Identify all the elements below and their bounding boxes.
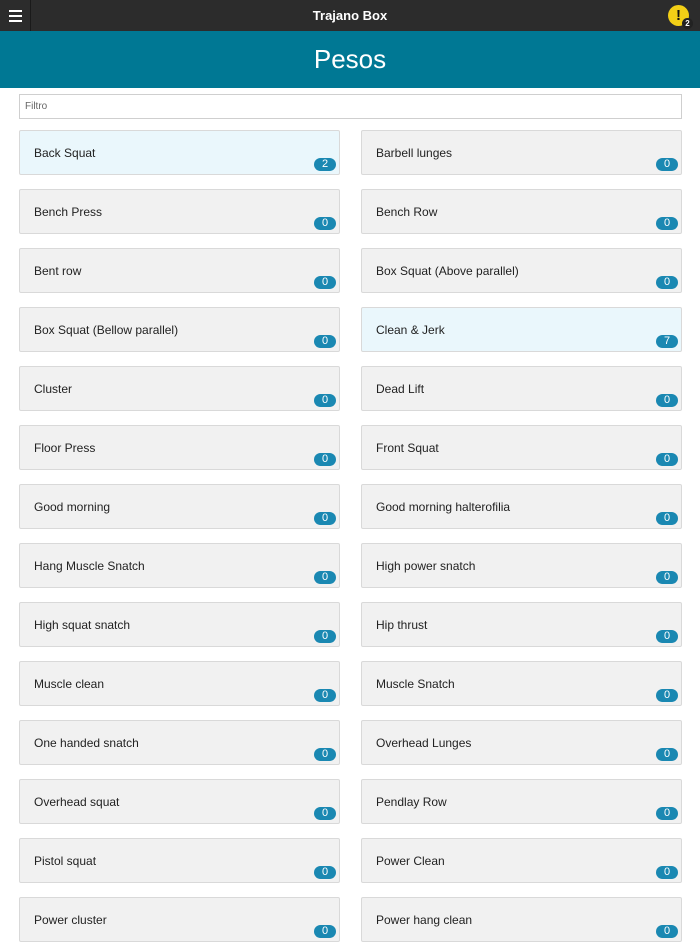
warning-icon[interactable] <box>668 5 689 26</box>
exercise-label: Power cluster <box>34 913 107 927</box>
filter-input[interactable] <box>19 94 682 119</box>
record-count-badge: 0 <box>314 925 336 938</box>
exercise-label: Power hang clean <box>376 913 473 927</box>
exercise-card[interactable] <box>361 307 682 352</box>
exercise-card[interactable] <box>361 425 682 470</box>
exercise-label: Barbell lunges <box>376 146 453 160</box>
exercise-card[interactable] <box>19 602 340 647</box>
record-count-badge: 0 <box>656 217 678 230</box>
exercise-label: Box Squat (Bellow parallel) <box>34 323 179 337</box>
record-count-badge: 0 <box>656 512 678 525</box>
exercise-label: Bench Row <box>376 205 438 219</box>
record-count-badge: 0 <box>314 453 336 466</box>
record-count-badge: 0 <box>314 630 336 643</box>
exercise-label: Good morning <box>34 500 111 514</box>
record-count-badge: 0 <box>656 571 678 584</box>
exercise-card[interactable] <box>361 720 682 765</box>
record-count-badge: 0 <box>314 689 336 702</box>
alert-count-badge: 2 <box>682 18 693 29</box>
record-count-badge: 7 <box>656 335 678 348</box>
exercise-label: High power snatch <box>376 559 476 573</box>
exercise-card[interactable] <box>361 248 682 293</box>
record-count-badge: 0 <box>314 276 336 289</box>
exercise-label: One handed snatch <box>34 736 139 750</box>
exercise-label: Clean & Jerk <box>376 323 445 337</box>
exercise-card[interactable] <box>19 543 340 588</box>
alert-glyph: ! <box>676 7 681 24</box>
top-bar <box>0 0 700 31</box>
exercise-label: Cluster <box>34 382 73 396</box>
record-count-badge: 0 <box>314 335 336 348</box>
exercise-label: Bench Press <box>34 205 103 219</box>
exercise-label: Back Squat <box>34 146 96 160</box>
record-count-badge: 0 <box>314 394 336 407</box>
exercise-label: Good morning halterofilia <box>376 500 511 514</box>
exercise-card[interactable] <box>19 661 340 706</box>
record-count-badge: 0 <box>314 217 336 230</box>
exercise-label: Muscle Snatch <box>376 677 455 691</box>
record-count-badge: 0 <box>656 925 678 938</box>
exercise-card[interactable] <box>361 897 682 942</box>
record-count-badge: 0 <box>656 748 678 761</box>
record-count-badge: 0 <box>656 866 678 879</box>
exercise-card[interactable] <box>361 838 682 883</box>
exercise-card[interactable] <box>19 484 340 529</box>
exercise-label: Muscle clean <box>34 677 105 691</box>
exercise-label: Hip thrust <box>376 618 428 632</box>
record-count-badge: 0 <box>314 807 336 820</box>
exercise-card[interactable] <box>361 366 682 411</box>
record-count-badge: 0 <box>656 394 678 407</box>
record-count-badge: 0 <box>314 512 336 525</box>
exercise-card[interactable] <box>361 543 682 588</box>
exercise-card[interactable] <box>361 602 682 647</box>
exercise-card[interactable] <box>361 779 682 824</box>
exercise-label: Power Clean <box>376 854 445 868</box>
exercise-label: Front Squat <box>376 441 439 455</box>
record-count-badge: 0 <box>314 571 336 584</box>
exercise-label: Pistol squat <box>34 854 97 868</box>
exercise-card[interactable] <box>361 661 682 706</box>
exercise-card[interactable] <box>19 779 340 824</box>
exercise-label: Bent row <box>34 264 82 278</box>
record-count-badge: 0 <box>656 630 678 643</box>
exercise-label: Floor Press <box>34 441 96 455</box>
record-count-badge: 0 <box>656 158 678 171</box>
record-count-badge: 0 <box>656 689 678 702</box>
record-count-badge: 0 <box>314 866 336 879</box>
page-title: Pesos <box>313 44 387 74</box>
record-count-badge: 0 <box>656 276 678 289</box>
record-count-badge: 0 <box>314 748 336 761</box>
record-count-badge: 0 <box>656 453 678 466</box>
exercise-card[interactable] <box>19 307 340 352</box>
exercise-card[interactable] <box>361 130 682 175</box>
record-count-badge: 0 <box>656 807 678 820</box>
exercise-label: High squat snatch <box>34 618 131 632</box>
exercise-label: Overhead squat <box>34 795 120 809</box>
exercise-card[interactable] <box>19 130 340 175</box>
exercise-card[interactable] <box>19 897 340 942</box>
exercise-card[interactable] <box>19 838 340 883</box>
exercise-card[interactable] <box>19 189 340 234</box>
exercise-card[interactable] <box>19 366 340 411</box>
exercise-card[interactable] <box>19 248 340 293</box>
exercise-card[interactable] <box>361 189 682 234</box>
exercise-card[interactable] <box>361 484 682 529</box>
exercise-card[interactable] <box>19 425 340 470</box>
exercise-label: Dead Lift <box>376 382 425 396</box>
exercise-card[interactable] <box>19 720 340 765</box>
record-count-badge: 2 <box>314 158 336 171</box>
exercise-label: Box Squat (Above parallel) <box>376 264 519 278</box>
exercise-label: Hang Muscle Snatch <box>34 559 145 573</box>
exercise-label: Pendlay Row <box>376 795 447 809</box>
page-header <box>0 31 700 88</box>
exercise-grid <box>19 130 682 942</box>
app-title: Trajano Box <box>312 8 388 23</box>
exercise-label: Overhead Lunges <box>376 736 472 750</box>
